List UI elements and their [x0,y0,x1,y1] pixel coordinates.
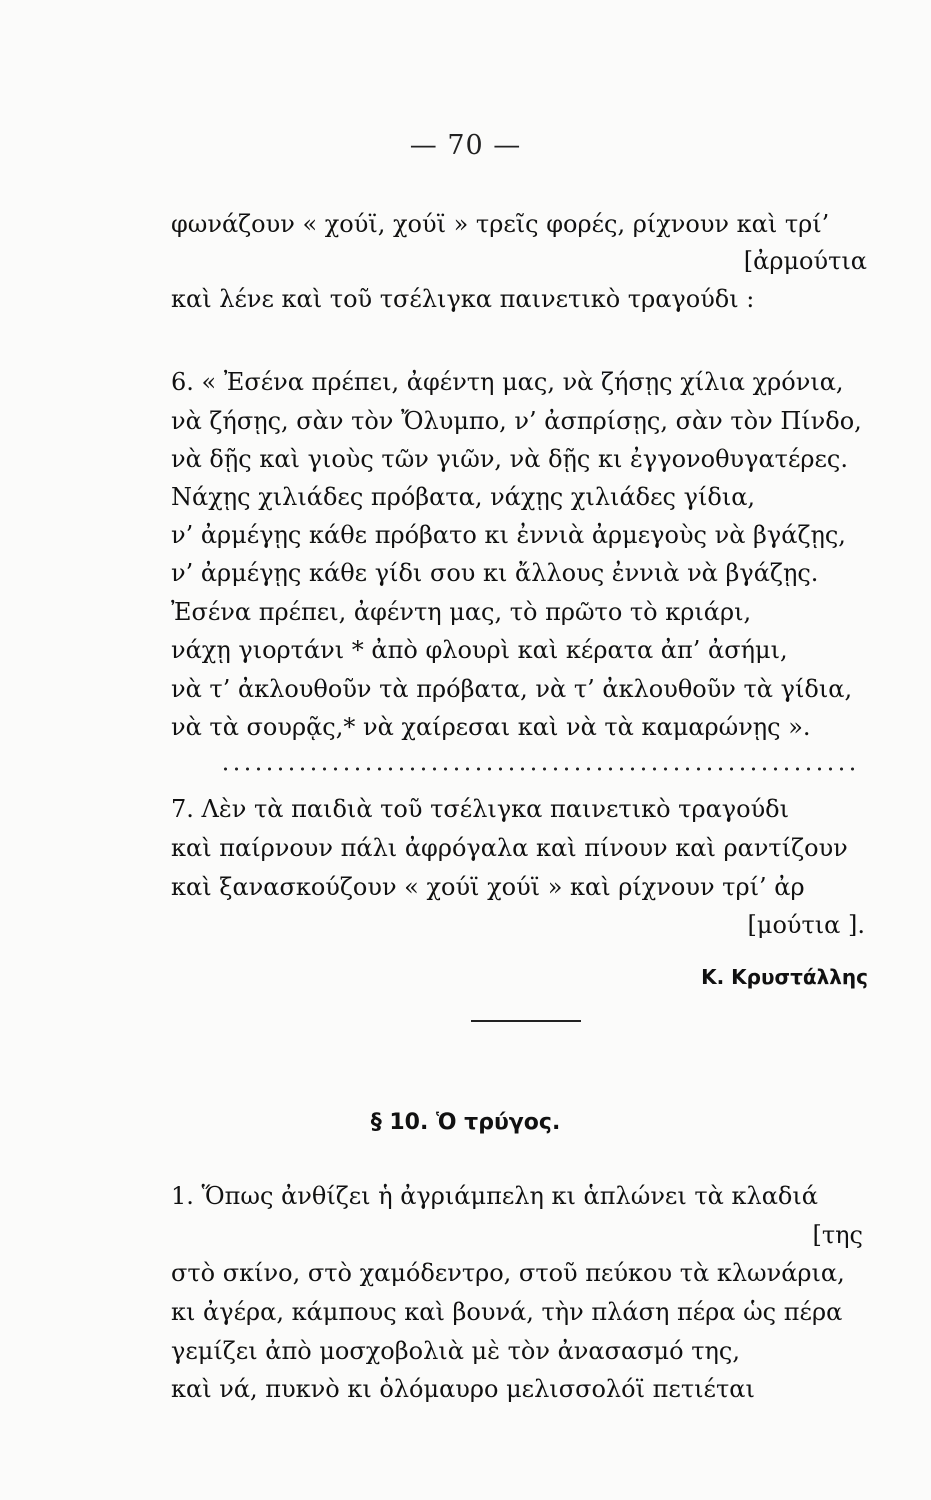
text-line: νὰ τὰ σουρᾷς,* νὰ χαίρεσαι καὶ νὰ τὰ καμαρώνῃς ». [171,713,811,741]
text-line: καὶ λένε καὶ τοῦ τσέλιγκα παινετικὸ τραγούδι : [171,285,755,313]
dotted-separator [220,766,855,772]
text-line: νάχῃ γιορτάνι * ἀπὸ φλουρὶ καὶ κέρατα ἀπ’ ἀσήμι, [171,636,788,664]
text-line: Νάχῃς χιλιάδες πρόβατα, νάχῃς χιλιάδες γίδια, [171,483,756,511]
text-line: κι ἀγέρα, κάμπους καὶ βουνά, τὴν πλάση πέρα ὡς πέρα [171,1298,843,1326]
text-line-continuation: [της [812,1221,863,1249]
text-line: νὰ τ’ ἀκλουθοῦν τὰ πρόβατα, νὰ τ’ ἀκλουθοῦν τὰ γίδια, [171,675,853,703]
text-line: ν’ ἀρμέγῃς κάθε πρόβατο κι ἐννιὰ ἀρμεγοὺς νὰ βγάζῃς, [171,521,846,549]
text-line-continuation: [ἀρμούτια [743,247,867,275]
section-heading: § 10. Ὁ τρύγος. [370,1110,561,1135]
text-line: νὰ δῇς καὶ γιοὺς τῶν γιῶν, νὰ δῇς κι ἐγγονοθυγατέρες. [171,445,849,473]
text-line: καὶ παίρνουν πάλι ἀφρόγαλα καὶ πίνουν καὶ ραντίζουν [171,834,848,862]
text-line-continuation: [μούτια ]. [747,911,865,939]
text-line: φωνάζουν « χούϊ, χούϊ » τρεῖς φορές, ρίχνουν καὶ τρί’ [171,210,830,238]
text-line: 6. « Ἐσένα πρέπει, ἀφέντη μας, νὰ ζήσῃς χίλια χρόνια, [171,368,844,396]
author-signature: Κ. Κρυστάλλης [701,965,868,989]
page-number: — 70 — [409,130,522,161]
text-line: 1. Ὅπως ἀνθίζει ἡ ἀγριάμπελη κι ἁπλώνει τὰ κλαδιά [171,1182,818,1210]
text-line: 7. Λὲν τὰ παιδιὰ τοῦ τσέλιγκα παινετικὸ τραγούδι [171,795,790,823]
section-divider [471,1020,581,1022]
text-line: καὶ ξανασκούζουν « χούϊ χούϊ » καὶ ρίχνουν τρί’ ἀρ [171,873,805,901]
text-line: ν’ ἀρμέγῃς κάθε γίδι σου κι ἄλλους ἐννιὰ νὰ βγάζῃς. [171,559,819,587]
text-line: γεμίζει ἀπὸ μοσχοβολιὰ μὲ τὸν ἀνασασμό της, [171,1337,740,1365]
text-line: στὸ σκίνο, στὸ χαμόδεντρο, στοῦ πεύκου τὰ κλωνάρια, [171,1259,845,1287]
text-line: Ἐσένα πρέπει, ἀφέντη μας, τὸ πρῶτο τὸ κριάρι, [171,598,752,626]
text-line: νὰ ζήσῃς, σὰν τὸν Ὄλυμπο, ν’ ἀσπρίσῃς, σὰν τὸν Πίνδο, [171,407,862,435]
text-line: καὶ νά, πυκνὸ κι ὁλόμαυρο μελισσολόϊ πετιέται [171,1375,755,1403]
